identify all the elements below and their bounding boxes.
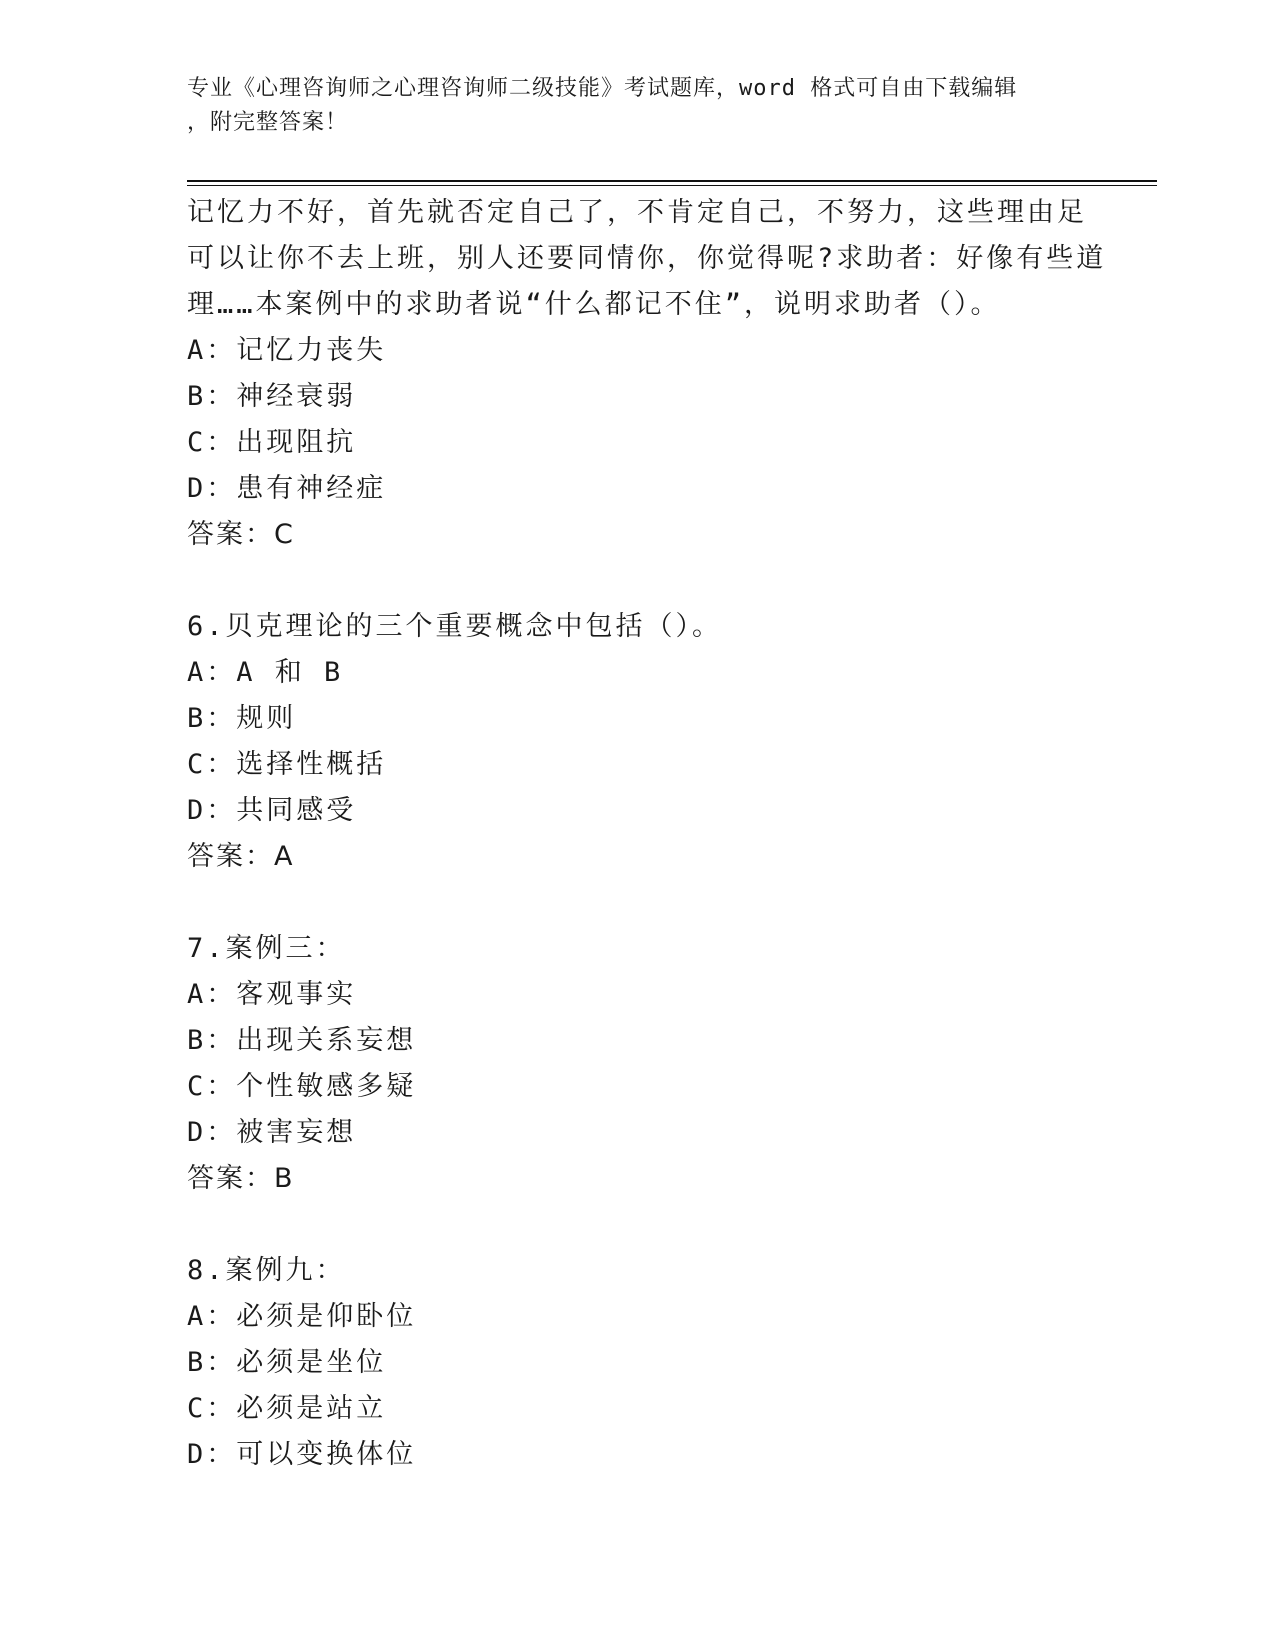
question-stem: 6.贝克理论的三个重要概念中包括（）。 — [187, 611, 723, 642]
option-b: B：规则 — [187, 703, 297, 734]
header-title-line-1: 专业《心理咨询师之心理咨询师二级技能》考试题库，word 格式可自由下载编辑 — [187, 76, 1018, 101]
option-d: D：共同感受 — [187, 795, 357, 826]
option-a: A：A 和 B — [187, 657, 344, 688]
option-d: D：可以变换体位 — [187, 1439, 417, 1470]
option-d: D：被害妄想 — [187, 1117, 357, 1148]
question-stem: 7.案例三： — [187, 933, 346, 964]
question-stem: 8.案例九： — [187, 1255, 346, 1286]
question-spacer — [187, 880, 1087, 926]
question-stem: 可以让你不去上班，别人还要同情你，你觉得呢?求助者：好像有些道 — [187, 243, 1107, 274]
option-a: A：必须是仰卧位 — [187, 1301, 417, 1332]
header-title-line-2: ，附完整答案！ — [187, 110, 349, 135]
question-block — [187, 926, 1087, 1202]
option-c: C：出现阻抗 — [187, 427, 357, 458]
question-block — [187, 190, 1107, 558]
option-c: C：必须是站立 — [187, 1393, 387, 1424]
option-a: A：客观事实 — [187, 979, 357, 1010]
question-stem: 记忆力不好，首先就否定自己了，不肯定自己，不努力，这些理由足 — [187, 197, 1087, 228]
answer-line: 答案：B — [187, 1163, 295, 1194]
answer-line: 答案：C — [187, 519, 295, 550]
question-stem: 理……本案例中的求助者说“什么都记不住”，说明求助者（）。 — [187, 289, 1001, 320]
question-block — [187, 604, 1087, 880]
option-d: D：患有神经症 — [187, 473, 387, 504]
question-spacer — [187, 558, 1087, 604]
option-a: A：记忆力丧失 — [187, 335, 387, 366]
answer-line: 答案：A — [187, 841, 295, 872]
document-header — [187, 72, 1087, 140]
option-b: B：神经衰弱 — [187, 381, 357, 412]
question-list — [187, 190, 1107, 1478]
option-b: B：必须是坐位 — [187, 1347, 387, 1378]
header-divider-thin — [187, 185, 1157, 186]
option-c: C：个性敏感多疑 — [187, 1071, 417, 1102]
option-b: B：出现关系妄想 — [187, 1025, 417, 1056]
question-block — [187, 1248, 1087, 1478]
header-divider-thick — [187, 180, 1157, 182]
question-spacer — [187, 1202, 1087, 1248]
option-c: C：选择性概括 — [187, 749, 387, 780]
